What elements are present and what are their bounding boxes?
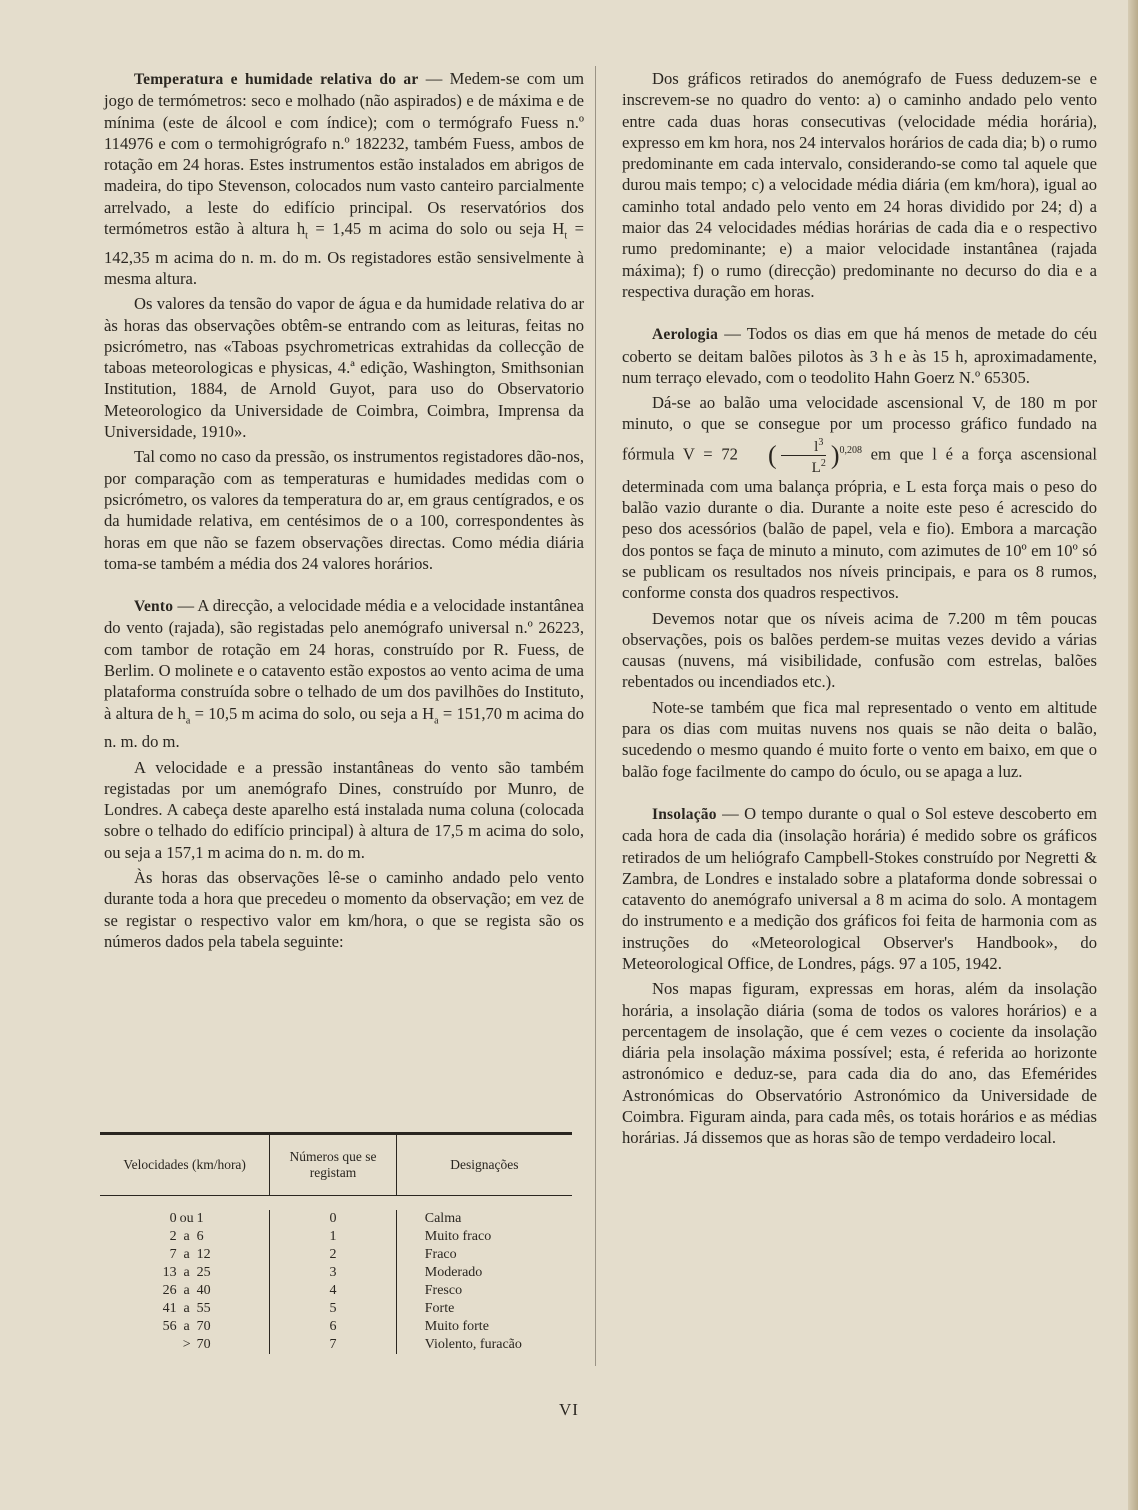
subscript: t — [305, 230, 308, 242]
paragraph-aerologia — [622, 323, 1097, 388]
cell-designation: Fraco — [424, 1247, 457, 1262]
cell-sep: a — [183, 1247, 190, 1262]
cell-to: 70 — [196, 1337, 211, 1352]
paragraph-mapas: Nos mapas figuram, expressas em horas, além da insolação horária, a insolação diária (soma de todos os valores horários) e a percentagem de insolação, que é cem vezes o cociente da insolação diária pela insolação máxima possível; esta, é referida ao horizonte astronómico e deduz-se, para cada dia do ano, das Efemérides Astronómicas do Observatório Astronómico da Universidade de Coimbra. Figuram ainda, para cada mês, os totais horários e as médias horárias. Já dissemos que as horas são de tempo verdadeiro local. — [622, 979, 1097, 1148]
cell-designation: Moderado — [424, 1265, 483, 1280]
section-heading-aerologia: Aerologia — [652, 326, 719, 344]
table-header — [100, 1135, 572, 1195]
table-body — [100, 1196, 572, 1354]
table-row — [100, 1282, 269, 1300]
column-divider — [595, 66, 596, 1366]
cell-number: 5 — [329, 1301, 337, 1316]
paragraph-text: em que l é a força ascensional determinada com uma balança própria, e L esta força mais o peso do balão vazio durante o dia. Durante a noite este peso é acrescido do peso dos acessórios (balão de papel, vela e fio). Embora a marcação dos pontos se faça de minuto a minuto, com azimutes de 10º em 10º só se publicam os resultados nos níveis principais, e para os 8 rumos, conforme consta dos quadros respectivos. — [622, 444, 1097, 603]
paragraph-formula — [622, 392, 1097, 603]
left-column — [104, 68, 584, 952]
cell-designation: Muito forte — [424, 1319, 489, 1334]
paragraph-vento — [104, 595, 584, 752]
cell-from: 13 — [162, 1265, 177, 1280]
table-row — [100, 1246, 269, 1264]
section-heading-vento: Vento — [134, 598, 174, 616]
cell-number: 0 — [329, 1211, 337, 1226]
paragraph-text: — A direcção, a velocidade média e a velocidade instantânea do vento (rajada), são registadas pelo anemógrafo universal n.º 26223, com tambor de rotação em 24 horas, construído por R. Fuess, de Berlim. O molinete e o catavento estão expostos ao vento acima de uma plataforma construída sobre o telhado de um dos pavilhões do Instituto, à altura de h — [104, 596, 584, 723]
table-row — [100, 1336, 269, 1354]
table-row — [100, 1300, 269, 1318]
paragraph-insolacao — [622, 803, 1097, 974]
cell-number: 7 — [329, 1337, 337, 1352]
right-column — [622, 68, 1097, 1149]
page-edge — [1128, 0, 1138, 1510]
header-velocidades: Velocidades (km/hora) — [123, 1157, 246, 1172]
formula-denominator — [779, 456, 829, 476]
cell-designation: Muito fraco — [424, 1229, 492, 1244]
cell-designation: Forte — [424, 1301, 455, 1316]
cell-sep: ou — [179, 1211, 194, 1226]
formula-fraction — [779, 435, 829, 476]
column-designacoes — [396, 1210, 572, 1354]
paragraph-text: = 10,5 m acima do solo, ou seja a H — [190, 703, 435, 723]
cell-to: 40 — [196, 1283, 211, 1298]
cell-number: 2 — [329, 1247, 337, 1262]
header-designacoes: Designações — [396, 1135, 572, 1195]
numerator-exponent: 3 — [818, 436, 824, 448]
formula-paren: ( — [767, 440, 777, 470]
cell-to: 55 — [196, 1301, 211, 1316]
paragraph-tensao-vapor: Os valores da tensão do vapor de água e da humidade relativa do ar às horas das observações obtêm-se entrando com as leituras, feitas no psicrómetro, nas «Taboas psychrometricas extrahidas da collecção de taboas meteorologicas e physicas, 4.ª edição, Washington, Smithsonian Institution, 1884, de Arnold Guyot, para uso do Observatorio Meteorologico da Universidade de Coimbra, Coimbra, Imprensa da Universidade, 1910». — [104, 294, 584, 442]
paragraph-text: — O tempo durante o qual o Sol esteve descoberto em cada hora de cada dia (insolação horária) é medido sobre os gráficos retirados de um heliógrafo Campbell-Stokes construído por Negretti & Zambra, de Londres e instalado sobre a plataforma donde sobressai o catavento do anemógrafo universal a 8 m acima do solo. A montagem do instrumento e a medição dos gráficos foi feita de harmonia com as instruções do «Meteorological Observer's Handbook», do Meteorological Office, de Londres, págs. 97 a 105, 1942. — [622, 803, 1097, 973]
table-row — [100, 1318, 269, 1336]
cell-number: 6 — [329, 1319, 337, 1334]
cell-number: 1 — [329, 1229, 337, 1244]
cell-from: 7 — [169, 1247, 177, 1262]
cell-sep: a — [183, 1283, 190, 1298]
cell-sep: a — [183, 1229, 190, 1244]
cell-to: 12 — [196, 1247, 211, 1262]
paragraph-note-se: Note-se também que fica mal representado o vento em altitude para os dias com muitas nuvens nos quais se não deita o balão, sucedendo o mesmo quando é muito forte o vento em baixo, em que o balão foge facilmente do campo do óculo, ou se apaga a luz. — [622, 697, 1097, 781]
cell-sep: > — [182, 1337, 191, 1352]
subscript: a — [434, 714, 439, 726]
subscript: a — [185, 714, 191, 726]
paragraph-text: = 142,35 m acima do n. m. do m. Os registadores estão sensivelmente à mesma altura. — [104, 219, 584, 288]
paragraph-temperatura — [104, 68, 584, 289]
paragraph-text: — Todos os dias em que há menos de metade do céu coberto se deitam balões pilotos às 3 h e às 15 h, aproximadamente, num terraço elevado, com o teodolito Hahn Goerz N.º 65305. — [622, 324, 1097, 387]
cell-number: 4 — [329, 1283, 337, 1298]
paragraph-graficos-anemografo: Dos gráficos retirados do anemógrafo de Fuess deduzem-se e inscrevem-se no quadro do vento: a) o caminho andado pelo vento entre cada duas horas consecutivas (velocidade média horária), expresso em km hora, nos 24 intervalos horários de cada dia; b) o rumo predominante em cada intervalo, considerando-se como tal aquele que durou mais tempo; c) a velocidade média diária (em km/hora), igual ao caminho total andado pelo vento em 24 horas dividido por 24; d) a maior das 24 velocidades médias horárias de cada dia e o respectivo rumo predominante; e) a maior velocidade instantânea (rajada máxima); f) o rumo (direcção) predominante no decurso do dia e a respectiva duração em horas. — [622, 69, 1097, 301]
cell-to: 25 — [196, 1265, 211, 1280]
cell-from — [149, 1336, 177, 1354]
paragraph-observacoes: Às horas das observações lê-se o caminho andado pelo vento durante toda a hora que precedeu o momento da observação; em vez de se registar o respectivo valor em km/hora, o que se regista são os números dados pela tabela seguinte: — [104, 868, 584, 951]
header-numeros: Números que se registam — [269, 1135, 395, 1195]
page-number: VI — [559, 1400, 579, 1419]
cell-number: 3 — [329, 1265, 337, 1280]
formula-exponent: 0,208 — [839, 444, 862, 456]
cell-sep: a — [183, 1319, 190, 1334]
paragraph-text: = 1,45 m acima do solo ou seja H — [307, 219, 565, 239]
column-velocidades — [100, 1210, 269, 1354]
paragraph-registadores: Tal como no caso da pressão, os instrumentos registadores dão-nos, por comparação com as temperaturas e humidades medidas com o psicrómetro, os valores da temperatura do ar, em graus centígrados, e os da humidade relativa, em centésimos de o a 100, correspondentes às horas em que não se fazem observações directas. Como média diária toma-se também a média dos 24 valores horários. — [104, 447, 584, 573]
section-heading-temperatura: Temperatura e humidade relativa do ar — [134, 71, 419, 88]
subscript: t — [564, 230, 568, 242]
paragraph-text: = 151,70 m acima do n. m. do m. — [104, 703, 585, 752]
paragraph-text: Dá-se ao balão uma velocidade ascensional V, de 180 m por minuto, o que se consegue por um processo gráfico fundado na fórmula V = 72 — [622, 393, 1097, 464]
table-row — [100, 1228, 269, 1246]
denominator-symbol: L — [811, 459, 821, 476]
cell-designation: Calma — [424, 1211, 462, 1226]
paragraph-text: — Medem-se com um jogo de termómetros: seco e molhado (não aspirados) e de máxima e de mínima (este de álcool e com índice); com o termógrafo Fuess n.º 114976 e com o termohigrógrafo n.º 182232, também Fuess, ambos de rotação em 24 horas. Estes instrumentos estão instalados em abrigos de madeira, do tipo Stevenson, colocados num vasto canteiro parcialmente arrelvado, a leste do edifício principal. Os reservatórios dos termómetros estão à altura h — [104, 69, 584, 239]
denominator-exponent: 2 — [820, 457, 826, 469]
cell-to: 1 — [196, 1211, 204, 1226]
formula-numerator — [781, 435, 826, 456]
paragraph-niveis: Devemos notar que os níveis acima de 7.200 m têm poucas observações, pois os balões perdem-se muitas vezes devido a várias causas (nuvens, má visibilidade, confusão com estrelas, balões rebentados ou incendiados etc.). — [622, 608, 1097, 692]
cell-from: 56 — [162, 1319, 177, 1334]
formula — [738, 435, 862, 476]
cell-designation: Fresco — [424, 1283, 463, 1298]
cell-from: 41 — [162, 1301, 177, 1316]
cell-designation: Violento, furacão — [424, 1337, 522, 1352]
formula-paren: ) — [830, 440, 840, 470]
cell-from: 2 — [169, 1229, 177, 1244]
cell-sep: a — [183, 1301, 190, 1316]
wind-speed-table — [100, 1132, 572, 1354]
table-row — [100, 1210, 269, 1228]
cell-to: 70 — [196, 1319, 211, 1334]
cell-from: 26 — [162, 1283, 177, 1298]
cell-from: 0 — [169, 1211, 177, 1226]
paragraph-dines: A velocidade e a pressão instantâneas do vento são também registadas por um anemógrafo Dines, construído por Munro, de Londres. A cabeça deste aparelho está instalada numa coluna (colocada sobre o telhado do edifício principal) à altura de 17,5 m acima do solo, ou seja a 157,1 m acima do n. m. do m. — [104, 757, 584, 862]
section-heading-insolacao: Insolação — [652, 805, 717, 823]
cell-to: 6 — [196, 1229, 204, 1244]
numerator-symbol: l — [814, 438, 819, 455]
column-numeros — [269, 1210, 395, 1354]
table-row — [100, 1264, 269, 1282]
cell-sep: a — [183, 1265, 190, 1280]
